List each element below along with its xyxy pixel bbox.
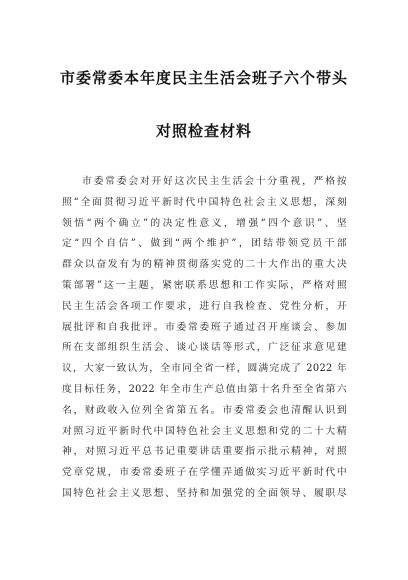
body-line: 议，大家一致认为，全市同全省一样，圆满完成了 2022 年 [62,363,347,375]
body-line: 定“四个自信”、做到“两个维护”，团结带领党员干部 [62,238,347,250]
body-line: 照“全面贯彻习近平新时代中国特色社会主义思想，深刻 [62,196,347,208]
body-line: 策部署”这一主题，紧密联系思想和工作实际，严格对照 [62,279,347,291]
body-line: 群众以奋发有为的精神贯彻落实党的二十大作出的重大决 [62,259,347,271]
body-line: 展批评和自我批评。市委常委班子通过召开座谈会、参加 [62,321,347,333]
body-line: 国特色社会主义思想、坚持和加强党的全面领导、履职尽 [62,487,347,499]
document-title-line-2: 对照检查材料 [155,122,252,140]
body-line: 所在支部组织生活会、谈心谈话等形式，广泛征求意见建 [62,342,347,354]
body-line: 党章党规，市委常委班子在学懂弄通做实习近平新时代中 [62,467,347,479]
body-line: 度目标任务，2022 年全市生产总值由第十名升至全省第六 [62,383,347,395]
body-line: 领悟“两个确立”的决定性意义，增强“四个意识”、坚 [62,217,347,229]
body-line: 对照习近平新时代中国特色社会主义思想和党的二十大精 [62,425,347,437]
document-body [62,172,347,505]
body-line: 神，对照习近平总书记重要讲话重要指示批示精神，对照 [62,446,347,458]
document-title-line-1: 市委常委本年度民主生活会班子六个带头 [59,69,348,87]
body-line: 市委常委会对开好这次民主生活会十分重视，严格按 [82,176,347,187]
body-line: 名，财政收入位列全省第五名。市委常委会也清醒认识到 [62,404,347,416]
body-line: 民主生活会各项工作要求，进行自我检查、党性分析，开 [62,300,347,312]
